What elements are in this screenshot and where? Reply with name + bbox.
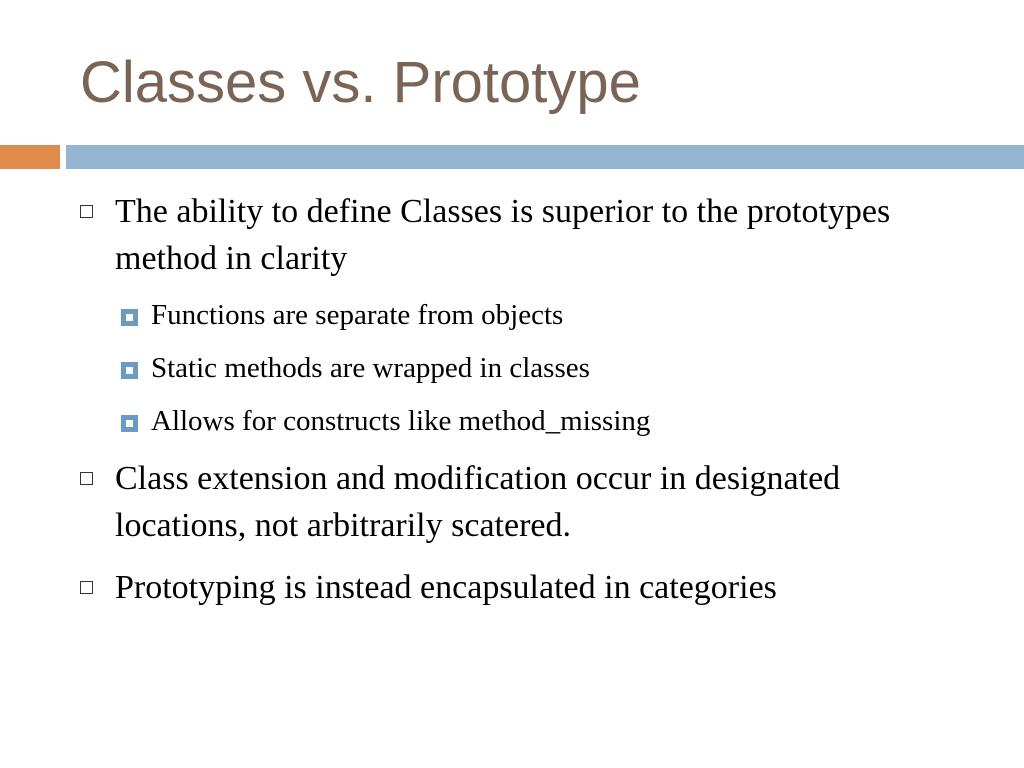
bullet-text-1: The ability to define Classes is superior to the prototypes method in clarity (115, 193, 891, 277)
sub-bullet-item-1-2 (121, 349, 981, 387)
bullet-item-1 (80, 188, 960, 282)
title-accent-bar-blue (66, 145, 1024, 169)
filled-square-bullet-icon (121, 415, 138, 432)
bullet-item-3 (80, 564, 960, 611)
slide-title: Classes vs. Prototype (80, 50, 641, 115)
sub-bullet-item-1-1 (121, 296, 981, 334)
sub-bullet-text-1-3: Allows for constructs like method_missing (151, 405, 651, 437)
bullet-item-2 (80, 455, 960, 549)
bullet-text-3: Prototyping is instead encapsulated in categories (115, 569, 777, 606)
sub-bullet-text-1-2: Static methods are wrapped in classes (151, 352, 590, 384)
hollow-square-bullet-icon (80, 205, 93, 218)
sub-bullet-text-1-1: Functions are separate from objects (151, 299, 564, 331)
filled-square-bullet-icon (121, 309, 138, 326)
filled-square-bullet-icon (121, 362, 138, 379)
bullet-text-2: Class extension and modification occur in designated locations, not arbitrarily scatered. (115, 460, 841, 544)
hollow-square-bullet-icon (80, 581, 93, 594)
sub-bullet-item-1-3 (121, 402, 981, 440)
hollow-square-bullet-icon (80, 472, 93, 485)
title-accent-bar-orange (0, 145, 60, 169)
